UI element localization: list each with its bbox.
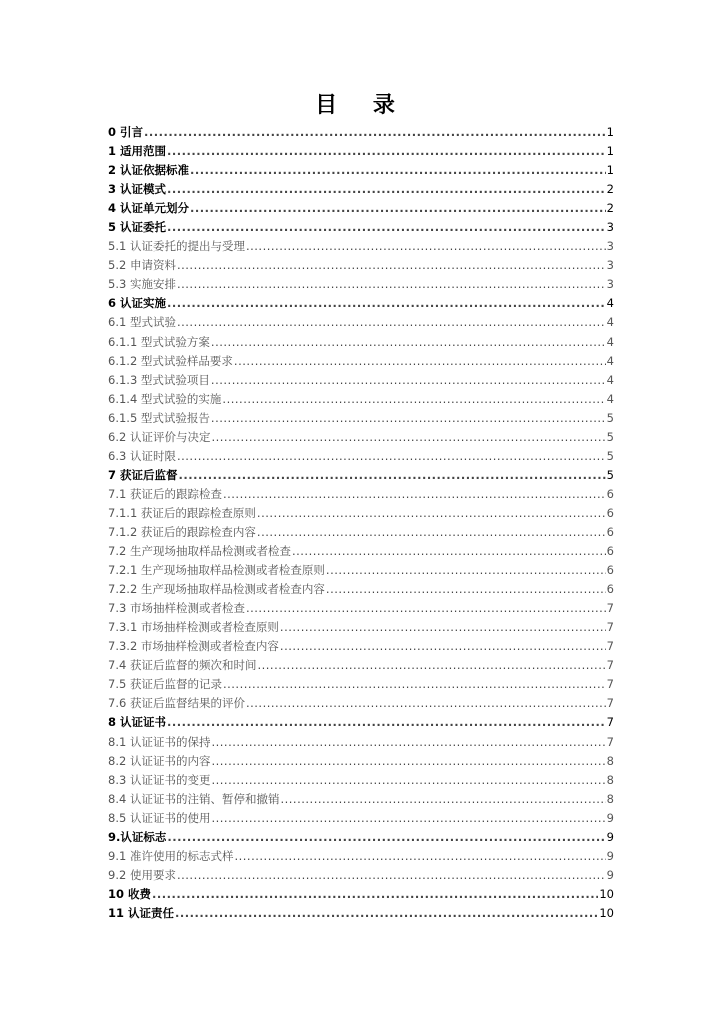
toc-leader-dots [211, 733, 605, 752]
page-title: 目 录 [315, 93, 409, 118]
toc-leader-dots [280, 790, 605, 809]
toc-entry-page: 3 [606, 239, 614, 254]
toc-leader-dots [223, 485, 606, 504]
toc-entry-label: 7.1 获证后的跟踪检查 [108, 486, 222, 501]
toc-entry-page: 8 [606, 753, 614, 768]
toc-leader-dots [257, 523, 606, 542]
toc-entry-page: 6 [606, 524, 614, 539]
toc-entry[interactable] [108, 866, 614, 885]
toc-entry[interactable] [108, 885, 614, 904]
toc-entry-page: 9 [606, 829, 614, 844]
toc-entry-label: 7 获证后监督 [108, 467, 178, 482]
toc-entry-label: 7.2.1 生产现场抽取样品检测或者检查原则 [108, 563, 325, 578]
toc-entry-label: 8.5 认证证书的使用 [108, 810, 211, 825]
toc-leader-dots [280, 618, 606, 637]
toc-entry-page: 7 [606, 639, 614, 654]
toc-entry-page: 4 [606, 334, 614, 349]
toc-entry-label: 7.2.2 生产现场抽取样品检测或者检查内容 [108, 582, 325, 597]
toc-entry[interactable] [108, 847, 614, 866]
toc-entry[interactable] [108, 161, 614, 180]
toc-entry[interactable] [108, 485, 614, 504]
toc-entry-page: 4 [606, 315, 614, 330]
toc-entry-label: 8.4 认证证书的注销、暂停和撤销 [108, 791, 280, 806]
toc-entry-label: 2 认证依据标准 [108, 163, 190, 178]
toc-entry-page: 4 [606, 372, 614, 387]
toc-leader-dots [326, 561, 606, 580]
toc-leader-dots [280, 637, 606, 656]
toc-entry-page: 6 [606, 486, 614, 501]
toc-entry[interactable] [108, 752, 614, 771]
toc-leader-dots [177, 447, 606, 466]
toc-entry-label: 4 认证单元划分 [108, 201, 190, 216]
toc-entry[interactable] [108, 790, 614, 809]
toc-entry-page: 5 [606, 467, 614, 482]
toc-entry-label: 8 认证证书 [108, 715, 167, 730]
toc-entry-page: 9 [606, 810, 614, 825]
toc-leader-dots [211, 809, 605, 828]
toc-entry-label: 6.3 认证时限 [108, 448, 176, 463]
toc-leader-dots [211, 428, 605, 447]
toc-entry-label: 5 认证委托 [108, 220, 167, 235]
toc-leader-dots [167, 294, 606, 313]
toc-entry-label: 8.1 认证证书的保持 [108, 734, 211, 749]
toc-leader-dots [246, 599, 606, 618]
toc-entry[interactable] [108, 542, 614, 561]
toc-entry[interactable] [108, 828, 614, 847]
toc-leader-dots [292, 542, 606, 561]
toc-entry-page: 10 [599, 905, 614, 920]
toc-entry-page: 7 [606, 601, 614, 616]
toc-entry[interactable] [108, 409, 614, 428]
toc-entry-label: 7.1.1 获证后的跟踪检查原则 [108, 505, 256, 520]
toc-entry-page: 10 [599, 886, 614, 901]
toc-entry-label: 6.2 认证评价与决定 [108, 429, 211, 444]
toc-entry-label: 6 认证实施 [108, 296, 167, 311]
toc-entry-label: 3 认证模式 [108, 182, 167, 197]
toc-entry[interactable] [108, 199, 614, 218]
toc-entry[interactable] [108, 237, 614, 256]
toc-leader-dots [223, 675, 606, 694]
toc-entry-label: 6.1 型式试验 [108, 315, 176, 330]
toc-leader-dots [152, 885, 598, 904]
toc-leader-dots [211, 371, 606, 390]
toc-leader-dots [177, 313, 606, 332]
toc-leader-dots [190, 199, 606, 218]
toc-entry-page: 1 [606, 163, 614, 178]
toc-entry-page: 7 [606, 658, 614, 673]
toc-entry-page: 3 [606, 277, 614, 292]
toc-entry-page: 5 [606, 410, 614, 425]
toc-leader-dots [222, 390, 605, 409]
toc-entry-label: 10 收费 [108, 886, 152, 901]
toc-leader-dots [211, 409, 606, 428]
toc-entry[interactable] [108, 504, 614, 523]
toc-leader-dots [246, 237, 606, 256]
toc-entry[interactable] [108, 771, 614, 790]
toc-entry-page: 4 [606, 353, 614, 368]
toc-entry[interactable] [108, 123, 614, 142]
toc-entry[interactable] [108, 371, 614, 390]
toc-entry-page: 2 [606, 182, 614, 197]
toc-entry-label: 8.2 认证证书的内容 [108, 753, 211, 768]
toc-entry-label: 9.2 使用要求 [108, 867, 176, 882]
toc-entry-label: 1 适用范围 [108, 144, 167, 159]
toc-leader-dots [211, 752, 605, 771]
toc-entry[interactable] [108, 313, 614, 332]
toc-entry-label: 9.认证标志 [108, 829, 167, 844]
toc-entry-label: 7.3.1 市场抽样检测或者检查原则 [108, 620, 279, 635]
toc-entry-page: 5 [606, 429, 614, 444]
toc-entry-label: 6.1.1 型式试验方案 [108, 334, 210, 349]
toc-entry[interactable] [108, 733, 614, 752]
toc-entry-page: 3 [606, 220, 614, 235]
toc-entry[interactable] [108, 599, 614, 618]
toc-entry-page: 9 [606, 848, 614, 863]
toc-entry-label: 7.1.2 获证后的跟踪检查内容 [108, 524, 256, 539]
toc-entry[interactable] [108, 390, 614, 409]
toc-entry-label: 7.4 获证后监督的频次和时间 [108, 658, 257, 673]
toc-entry[interactable] [108, 428, 614, 447]
toc-entry[interactable] [108, 694, 614, 713]
toc-entry-label: 5.3 实施安排 [108, 277, 176, 292]
toc-entry[interactable] [108, 561, 614, 580]
toc-leader-dots [190, 161, 606, 180]
toc-entry-page: 6 [606, 505, 614, 520]
toc-entry[interactable] [108, 275, 614, 294]
toc-entry[interactable] [108, 218, 614, 237]
toc-leader-dots [167, 828, 605, 847]
toc-entry-label: 7.3 市场抽样检测或者检查 [108, 601, 245, 616]
toc-leader-dots [177, 866, 606, 885]
toc-entry-page: 9 [606, 867, 614, 882]
toc-entry[interactable] [108, 333, 614, 352]
toc-entry-label: 6.1.3 型式试验项目 [108, 372, 210, 387]
toc-entry[interactable] [108, 656, 614, 675]
toc-entry-label: 6.1.4 型式试验的实施 [108, 391, 222, 406]
toc-entry-label: 5.2 申请资料 [108, 258, 176, 273]
toc-entry-page: 6 [606, 563, 614, 578]
toc-entry-label: 5.1 认证委托的提出与受理 [108, 239, 245, 254]
toc-leader-dots [234, 847, 605, 866]
toc-entry-label: 6.1.2 型式试验样品要求 [108, 353, 233, 368]
toc-entry-label: 8.3 认证证书的变更 [108, 772, 211, 787]
toc-entry-page: 5 [606, 448, 614, 463]
toc-leader-dots [167, 713, 606, 732]
toc-entry[interactable] [108, 618, 614, 637]
toc-entry-label: 6.1.5 型式试验报告 [108, 410, 210, 425]
toc-entry-page: 1 [606, 144, 614, 159]
toc-leader-dots [167, 142, 606, 161]
toc-entry[interactable] [108, 904, 614, 923]
toc-entry-label: 0 引言 [108, 125, 144, 139]
toc-entry-label: 7.5 获证后监督的记录 [108, 677, 222, 692]
toc-leader-dots [144, 123, 606, 142]
toc-entry[interactable] [108, 809, 614, 828]
toc-entry[interactable] [108, 180, 614, 199]
toc-entry-page: 7 [606, 620, 614, 635]
toc-entry[interactable] [108, 523, 614, 542]
toc-entry-page: 7 [606, 715, 614, 730]
toc-entry-page: 8 [606, 791, 614, 806]
toc-leader-dots [167, 180, 606, 199]
toc-entry-page: 6 [606, 582, 614, 597]
toc-leader-dots [257, 656, 605, 675]
toc-entry[interactable] [108, 352, 614, 371]
toc-entry[interactable] [108, 142, 614, 161]
toc-entry-label: 9.1 准许使用的标志式样 [108, 848, 234, 863]
toc-leader-dots [177, 256, 606, 275]
toc-leader-dots [179, 466, 606, 485]
toc-leader-dots [177, 275, 606, 294]
toc-entry-page: 3 [606, 258, 614, 273]
toc-entry-page: 4 [606, 296, 614, 311]
toc-entry[interactable] [108, 637, 614, 656]
toc-entry[interactable] [108, 580, 614, 599]
toc-entry-label: 7.3.2 市场抽样检测或者检查内容 [108, 639, 279, 654]
toc-entry-page: 6 [606, 544, 614, 559]
toc-leader-dots [257, 504, 606, 523]
toc-entry-page: 7 [606, 677, 614, 692]
toc-entry[interactable] [108, 447, 614, 466]
toc-entry-page: 4 [606, 391, 614, 406]
toc-entry-label: 11 认证责任 [108, 905, 175, 920]
toc-entry-label: 7.2 生产现场抽取样品检测或者检查 [108, 544, 291, 559]
toc-entry-label: 7.6 获证后监督结果的评价 [108, 696, 245, 711]
toc-entry-page: 7 [606, 734, 614, 749]
toc-entry[interactable] [108, 466, 614, 485]
toc-leader-dots [211, 771, 605, 790]
toc-leader-dots [167, 218, 606, 237]
toc-leader-dots [246, 694, 606, 713]
toc-leader-dots [175, 904, 598, 923]
toc-entry[interactable] [108, 675, 614, 694]
toc-entry-page: 8 [606, 772, 614, 787]
toc-leader-dots [234, 352, 606, 371]
toc-entry-page: 7 [606, 696, 614, 711]
toc-entry-page: 2 [606, 201, 614, 216]
toc-entry[interactable] [108, 713, 614, 732]
toc-leader-dots [211, 333, 606, 352]
table-of-contents [108, 123, 614, 923]
toc-entry[interactable] [108, 294, 614, 313]
toc-entry[interactable] [108, 256, 614, 275]
toc-entry-page: 1 [606, 125, 614, 139]
toc-leader-dots [326, 580, 606, 599]
